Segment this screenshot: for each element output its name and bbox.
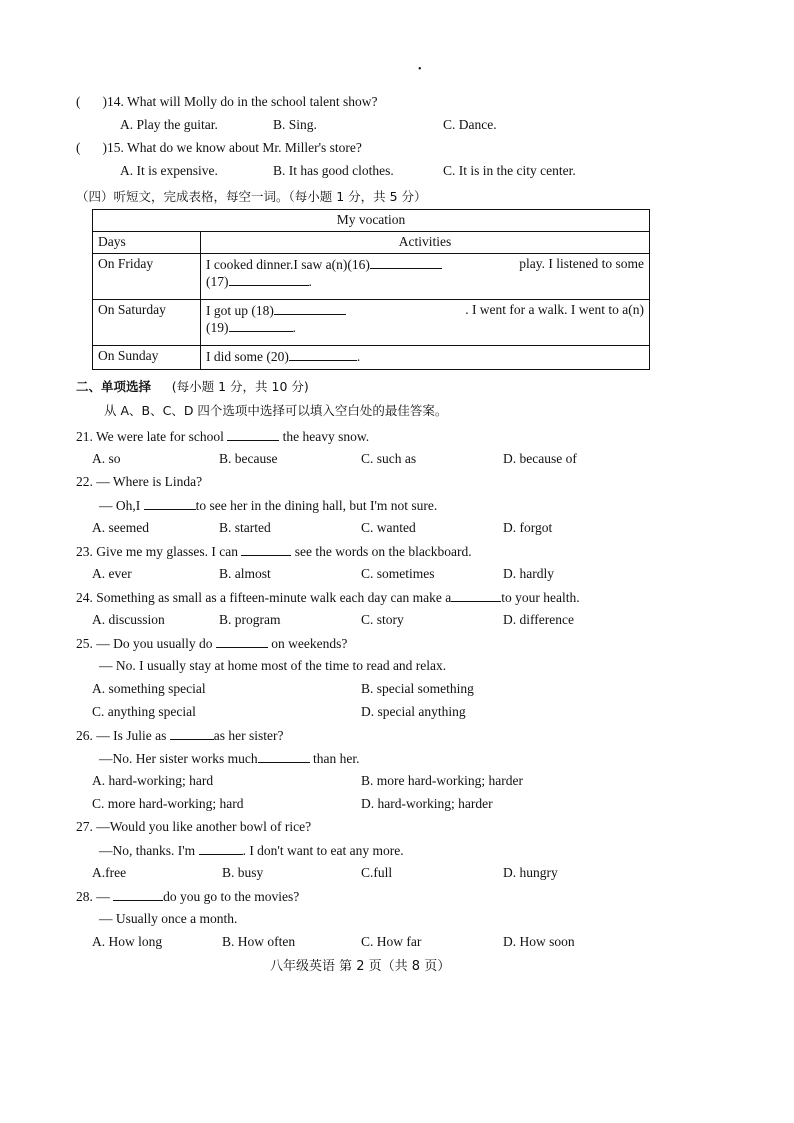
section-2-header	[76, 377, 309, 395]
col-header-days: Days	[93, 232, 201, 254]
blank-27[interactable]	[199, 842, 243, 855]
q27-option-a: A.free	[92, 865, 127, 880]
q21-option-c: C. such as	[361, 451, 417, 466]
blank-23[interactable]	[241, 543, 291, 556]
q24-option-d: D. difference	[503, 612, 574, 627]
question-26: 26. — Is Julie as as her sister?	[76, 728, 284, 743]
q24-option-b: B. program	[219, 612, 281, 627]
q23-option-d: D. hardly	[503, 566, 554, 581]
table-row	[93, 254, 650, 300]
q27-option-b: B. busy	[222, 865, 264, 880]
q28-option-c: C. How far	[361, 934, 422, 949]
q14-option-c: C. Dance.	[443, 117, 497, 132]
activity-cell: I cooked dinner.I saw a(n)(16) play. I listened to some (17) .	[201, 254, 650, 300]
q22-option-d: D. forgot	[503, 520, 553, 535]
q27-option-d: D. hungry	[503, 865, 558, 880]
q28-option-d: D. How soon	[503, 934, 575, 949]
question-27: 27. —Would you like another bowl of rice?	[76, 819, 312, 834]
q15-option-a: A. It is expensive.	[120, 163, 218, 178]
q26-option-c: C. more hard-working; hard	[92, 796, 244, 811]
q21-option-a: A. so	[92, 451, 121, 466]
q25-option-d: D. special anything	[361, 704, 466, 719]
q14-option-b: B. Sing.	[273, 117, 317, 132]
question-21: 21. We were late for school the heavy snow.	[76, 429, 370, 444]
question-28: 28. — do you go to the movies?	[76, 889, 300, 904]
day-cell: On Friday	[93, 254, 201, 300]
page-footer: 八年级英语 第 2 页（共 8 页）	[270, 959, 451, 974]
question-23: 23. Give me my glasses. I can see the words on the blackboard.	[76, 544, 472, 559]
section-2-title: 二、单项选择	[76, 379, 152, 394]
blank-25[interactable]	[216, 635, 268, 648]
q23-option-b: B. almost	[219, 566, 271, 581]
blank-18[interactable]	[274, 302, 346, 315]
activity-cell: I got up (18) . I went for a walk. I went to a(n) (19) .	[201, 300, 650, 346]
blank-19[interactable]	[229, 319, 293, 332]
q22-option-c: C. wanted	[361, 520, 416, 535]
question-24: 24. Something as small as a fifteen-minute walk each day can make a to your health.	[76, 590, 580, 605]
q24-option-c: C. story	[361, 612, 404, 627]
section-4-title: （四）听短文，完成表格，每空一词。（每小题 1 分，共 5 分）	[76, 189, 427, 204]
q25-option-c: C. anything special	[92, 704, 196, 719]
q28-option-a: A. How long	[92, 934, 163, 949]
blank-26b[interactable]	[258, 750, 310, 763]
q26-option-b: B. more hard-working; harder	[361, 773, 523, 788]
table-title: My vocation	[93, 210, 650, 232]
table-row	[93, 346, 650, 370]
section-2-instruction: 从 A、B、C、D 四个选项中选择可以填入空白处的最佳答案。	[104, 403, 448, 418]
page-mark: •	[418, 64, 422, 75]
question-26-reply: —No. Her sister works much than her.	[99, 751, 360, 766]
col-header-activities: Activities	[201, 232, 650, 254]
blank-17[interactable]	[229, 273, 309, 286]
blank-21[interactable]	[227, 428, 279, 441]
q26-option-a: A. hard-working; hard	[92, 773, 214, 788]
day-cell: On Sunday	[93, 346, 201, 370]
q22-option-a: A. seemed	[92, 520, 149, 535]
question-25-reply: — No. I usually stay at home most of the time to read and relax.	[99, 658, 447, 673]
question-14: ( )14. What will Molly do in the school talent show?	[76, 94, 378, 109]
blank-20[interactable]	[289, 348, 357, 361]
question-25: 25. — Do you usually do on weekends?	[76, 636, 348, 651]
blank-16[interactable]	[370, 256, 442, 269]
q24-option-a: A. discussion	[92, 612, 165, 627]
day-cell: On Saturday	[93, 300, 201, 346]
q22-option-b: B. started	[219, 520, 271, 535]
question-28-reply: — Usually once a month.	[99, 911, 238, 926]
blank-22[interactable]	[144, 497, 196, 510]
section-2-score: (每小题 1 分，共 10 分)	[171, 379, 309, 394]
blank-28[interactable]	[113, 888, 163, 901]
q23-option-c: C. sometimes	[361, 566, 435, 581]
vocation-table	[92, 209, 650, 370]
q14-option-a: A. Play the guitar.	[120, 117, 218, 132]
q25-option-b: B. special something	[361, 681, 474, 696]
activity-cell: I did some (20) .	[201, 346, 650, 370]
q27-option-c: C.full	[361, 865, 393, 880]
q25-option-a: A. something special	[92, 681, 206, 696]
blank-26a[interactable]	[170, 727, 214, 740]
q26-option-d: D. hard-working; harder	[361, 796, 493, 811]
q28-option-b: B. How often	[222, 934, 296, 949]
q23-option-a: A. ever	[92, 566, 132, 581]
question-22: 22. — Where is Linda?	[76, 474, 203, 489]
table-row	[93, 300, 650, 346]
q21-option-b: B. because	[219, 451, 278, 466]
q15-option-c: C. It is in the city center.	[443, 163, 576, 178]
question-22-reply: — Oh,I to see her in the dining hall, but I'm not sure.	[99, 498, 438, 513]
q15-option-b: B. It has good clothes.	[273, 163, 394, 178]
q21-option-d: D. because of	[503, 451, 577, 466]
blank-24[interactable]	[451, 589, 501, 602]
question-27-reply: —No, thanks. I'm . I don't want to eat any more.	[99, 843, 404, 858]
question-15: ( )15. What do we know about Mr. Miller's store?	[76, 140, 362, 155]
